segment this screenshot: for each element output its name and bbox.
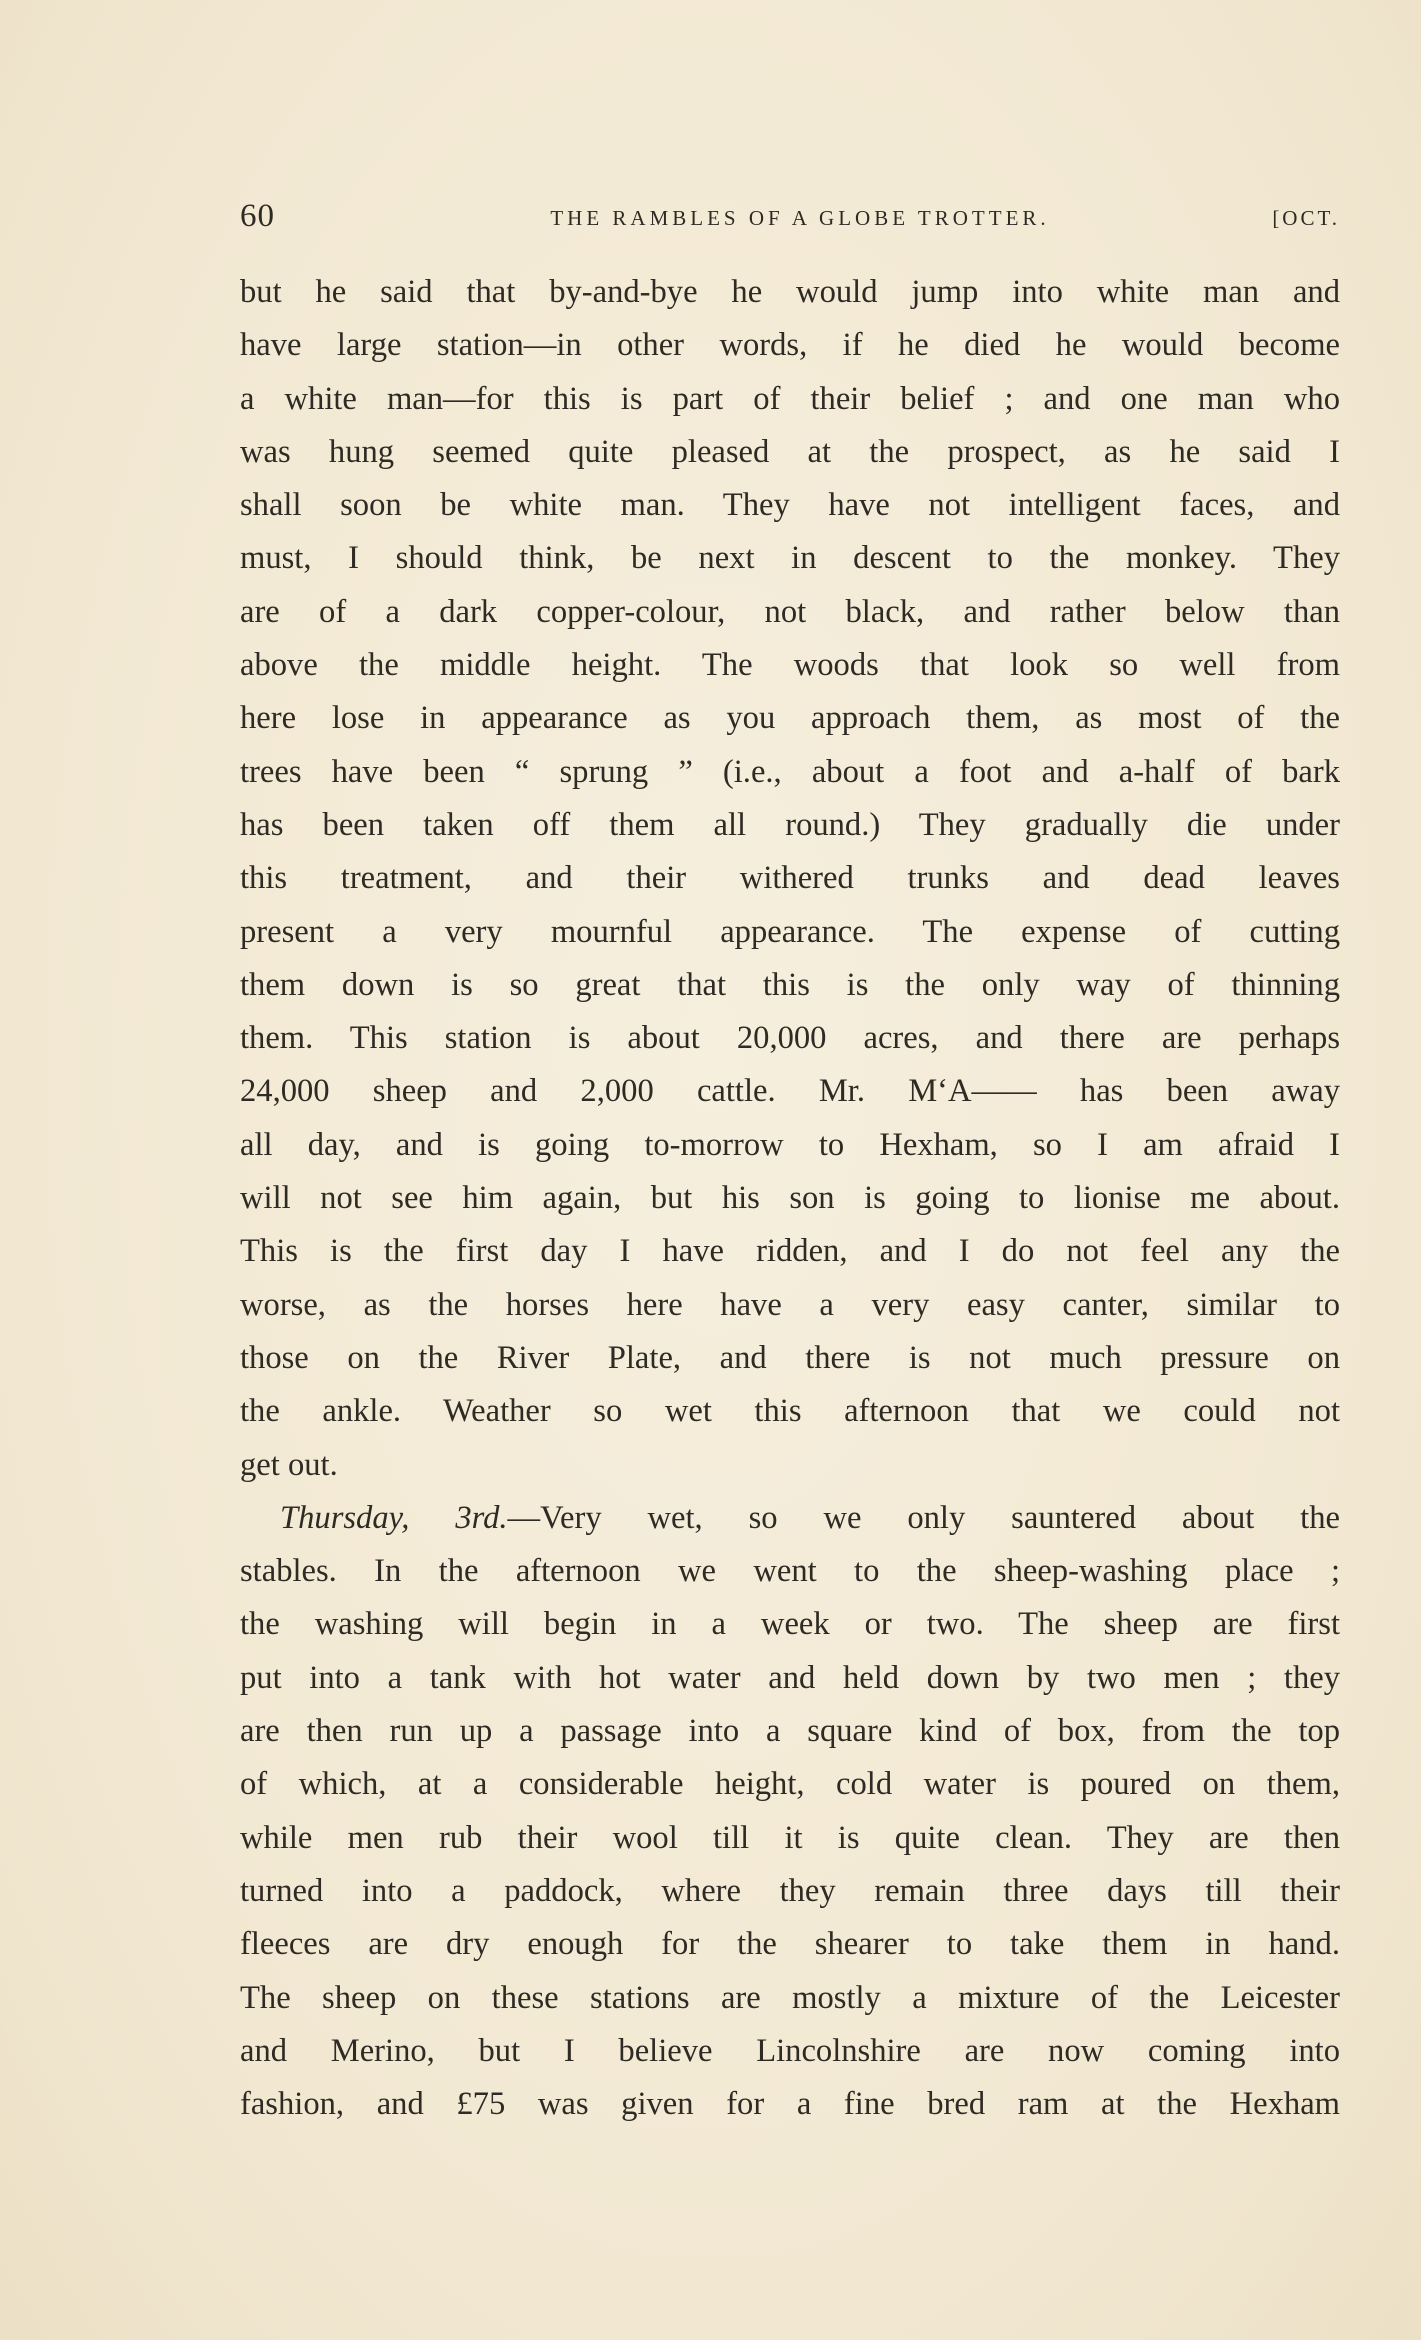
text-line: this treatment, and their withered trunks and dead leaves [240, 860, 1340, 897]
text-line: a white man—for this is part of their belief ; and one man who [240, 380, 1340, 417]
text-line: get out. [240, 1446, 338, 1483]
diary-entry-heading-line [240, 1492, 1340, 1545]
text-line: but he said that by-and-bye he would jump into white man and [240, 274, 1340, 310]
text-line: the ankle. Weather so wet this afternoon that we could not [240, 1393, 1340, 1430]
text-line: This is the first day I have ridden, and I do not feel any the [240, 1233, 1340, 1270]
text-line: while men rub their wool till it is quite clean. They are then [240, 1819, 1340, 1856]
text-line: put into a tank with hot water and held down by two men ; they [240, 1659, 1340, 1696]
text-line: all day, and is going to-morrow to Hexham, so I am afraid I [240, 1126, 1340, 1163]
text-line: here lose in appearance as you approach them, as most of the [240, 700, 1340, 737]
text-line: are of a dark copper-colour, not black, and rather below than [240, 593, 1340, 630]
running-title: THE RAMBLES OF A GLOBE TROTTER. [550, 206, 1050, 230]
entry-day: Thursday, 3rd. [280, 1499, 508, 1536]
text-line: and Merino, but I believe Lincolnshire are now coming into [240, 2032, 1340, 2069]
text-line: The sheep on these stations are mostly a mixture of the Leicester [240, 1979, 1340, 2016]
text-line: above the middle height. The woods that look so well from [240, 647, 1340, 684]
text-line: will not see him again, but his son is going to lionise me about. [240, 1180, 1340, 1217]
text-line: fashion, and £75 was given for a fine bred ram at the Hexham [240, 2086, 1340, 2123]
text-line: them. This station is about 20,000 acres, and there are perhaps [240, 1020, 1340, 1057]
text-line: present a very mournful appearance. The expense of cutting [240, 913, 1340, 950]
text-line: shall soon be white man. They have not intelligent faces, and [240, 487, 1340, 524]
text-line: trees have been “ sprung ” (i.e., about a foot and a-half of bark [240, 753, 1340, 790]
text-line: must, I should think, be next in descent to the monkey. They [240, 540, 1340, 577]
text-line: the washing will begin in a week or two. The sheep are first [240, 1606, 1340, 1643]
text-line: 24,000 sheep and 2,000 cattle. Mr. M‘A—— has been away [240, 1073, 1340, 1110]
text-line: stables. In the afternoon we went to the sheep-washing place ; [240, 1553, 1340, 1590]
page-number: 60 [240, 198, 275, 234]
text-line: worse, as the horses here have a very easy canter, similar to [240, 1286, 1340, 1323]
text-line: turned into a paddock, where they remain three days till their [240, 1872, 1340, 1909]
text-line: of which, at a considerable height, cold water is poured on them, [240, 1766, 1340, 1803]
text-line: was hung seemed quite pleased at the prospect, as he said I [240, 433, 1340, 470]
page-header [240, 196, 1340, 236]
body-text [240, 266, 1340, 2131]
entry-first-line: —Very wet, so we only sauntered about the [507, 1499, 1340, 1536]
text-line: have large station—in other words, if he died he would become [240, 327, 1340, 364]
text-line: are then run up a passage into a square kind of box, from the top [240, 1713, 1340, 1750]
text-line: them down is so great that this is the only way of thinning [240, 966, 1340, 1003]
text-line: has been taken off them all round.) They gradually die under [240, 806, 1340, 843]
text-line: fleeces are dry enough for the shearer to take them in hand. [240, 1926, 1340, 1963]
text-line: those on the River Plate, and there is not much pressure on [240, 1339, 1340, 1376]
running-month: [OCT. [1272, 206, 1340, 230]
